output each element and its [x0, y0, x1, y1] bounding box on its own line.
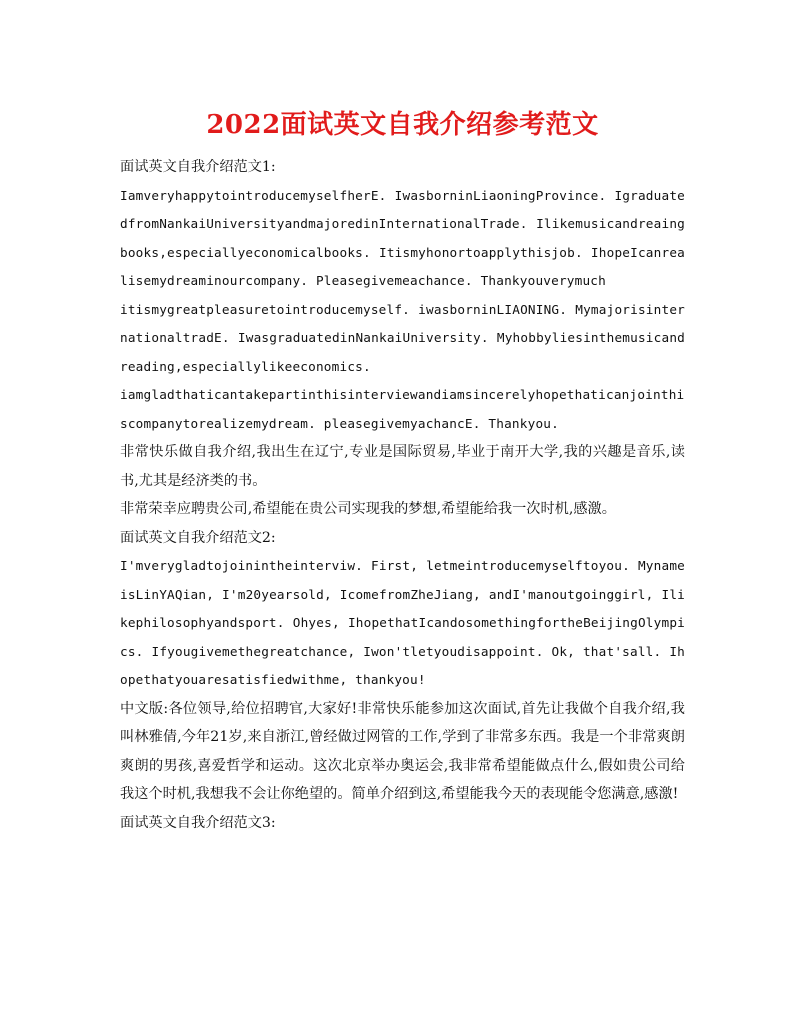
section-heading-3: 面试英文自我介绍范文3: [120, 814, 276, 831]
section-heading-2: 面试英文自我介绍范文2: [120, 529, 276, 546]
chinese-version-paragraph: 中文版:各位领导,给位招聘官,大家好!非常快乐能参加这次面试,首先让我做个自我介绍,我叫林雅倩,今年21岁,来自浙江,曾经做过网管的工作,学到了非常多东西。我是一个非常爽朗爽朗的男孩,喜爱哲学和运动。这次北京举办奥运会,我非常希望能做点什么,假如贵公司给我这个时机,我想我不会让你绝望的。简单介绍到这,希望能我今天的表现能令您满意,感激! [120, 700, 685, 802]
chinese-paragraph-1: 非常快乐做自我介绍,我出生在辽宁,专业是国际贸易,毕业于南开大学,我的兴趣是音乐,读书,尤其是经济类的书。 [120, 444, 685, 489]
english-paragraph-2: itismygreatpleasuretointroducemyself. iwasborninLIAONING. MymajorisinternationaltradE. IwasgraduatedinNankaiUniversity. Myhobbyliesinthemusicandreading,especiallylikeeconomics. [120, 301, 685, 374]
english-paragraph-1: IamveryhappytointroducemyselfherE. IwasborninLiaoningProvince. IgraduatedfromNankaiUniversityandmajoredinInternationalTrade. Ilikemusicandreaingbooks,especiallyeconomicalbooks. Itismyhonortoapplythisjob. IhopeIcanrealisemydreaminourcompany. Pleasegivemeachance. Thankyouverymuch [120, 187, 685, 288]
document-title: 2022面试英文自我介绍参考范文 [206, 110, 599, 140]
chinese-paragraph-2: 非常荣幸应聘贵公司,希望能在贵公司实现我的梦想,希望能给我一次时机,感激。 [120, 501, 616, 517]
english-paragraph-4: I'mverygladtojoinintheinterviw. First, letmeintroducemyselftoyou. MynameisLinYAQian, I'm20yearsold, IcomefromZheJiang, andI'manoutgoinggirl, Ilikephilosophyandsport. Ohyes, IhopethatIcandosomethingfortheBeijingOlympics. Ifyougivemethegreatchance, Iwon'tletyoudisappoint. Ok, that'sall. Ihopethatyouaresatisfiedwithme, thankyou! [120, 558, 685, 687]
document-page [120, 104, 685, 837]
section-heading-1: 面试英文自我介绍范文1: [120, 159, 276, 175]
english-paragraph-3: iamgladthaticantakepartinthisinterviewandiamsincerelyhopethaticanjointhiscompanytorealizemydream. pleasegivemyachancE. Thankyou. [120, 387, 685, 431]
